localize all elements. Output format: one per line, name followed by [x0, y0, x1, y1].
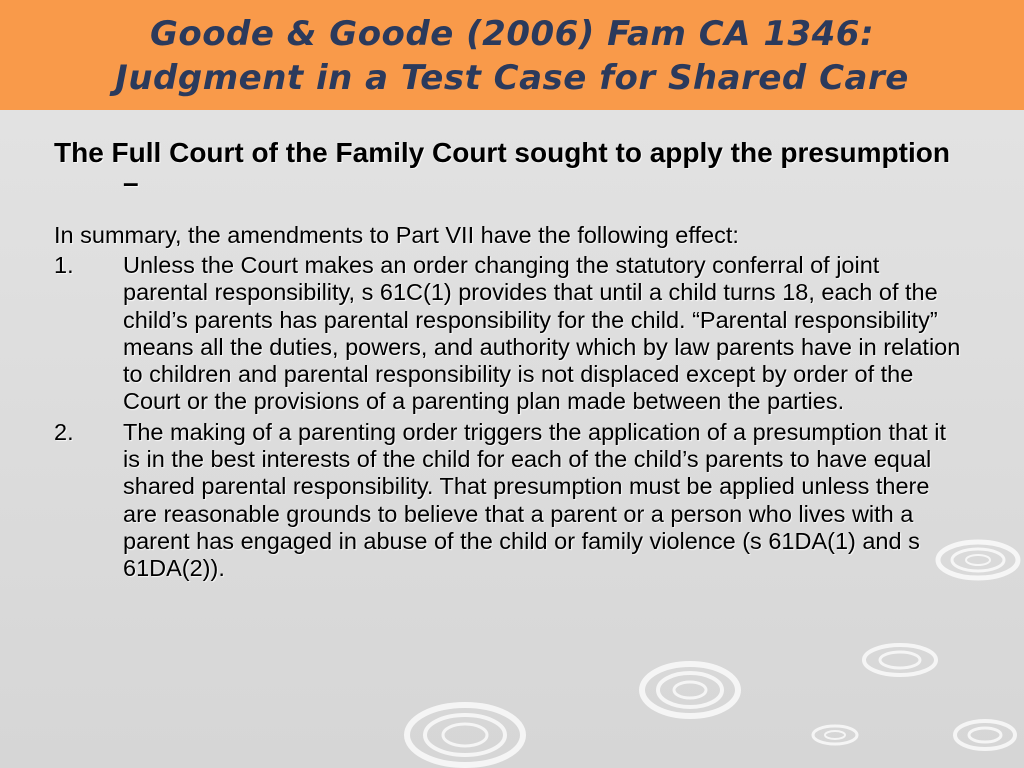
intro-text: In summary, the amendments to Part VII have the following effect:	[54, 222, 739, 248]
title-line-2: Judgment in a Test Case for Shared Care	[115, 58, 909, 98]
item-number: 1.	[54, 252, 74, 278]
slide-title	[0, 0, 1024, 100]
ripple-bottom-center	[407, 705, 523, 765]
title-line-1: Goode & Goode (2006) Fam CA 1346:	[149, 14, 875, 54]
title-bar	[0, 0, 1024, 110]
ripple-large	[642, 664, 738, 716]
numbered-item	[54, 419, 964, 583]
item-number: 2.	[54, 418, 74, 445]
item-text: Unless the Court makes an order changing the statutory conferral of joint parental responsibility, s 61C(1) provides that until a child turns 18, each of the child’s parents has parental responsibility for the child. “Parental responsibility” means all the duties, powers, and authority which by law parents have in relation to children and parental responsibility is not displaced except by order of the Court or the provisions of a parenting plan made between the parties.	[123, 252, 961, 415]
ripple-bottom-far-right	[955, 721, 1015, 749]
item-text: The making of a parenting order triggers the application of a presumption that it is in the best interests of the child for each of the child’s parents to have equal shared parental responsibility. That presumption must be applied unless there are reasonable grounds to believe that a parent or a person who lives with a parent has engaged in abuse of the child or family violence (s 61DA(1) and s 61DA(2)).	[123, 418, 946, 582]
ripple-small	[813, 726, 857, 744]
ripple-bottom-right	[864, 645, 936, 675]
slide-body	[54, 138, 964, 583]
body-heading: The Full Court of the Family Court sought to apply the presumption –	[54, 137, 950, 198]
numbered-item	[54, 252, 964, 416]
